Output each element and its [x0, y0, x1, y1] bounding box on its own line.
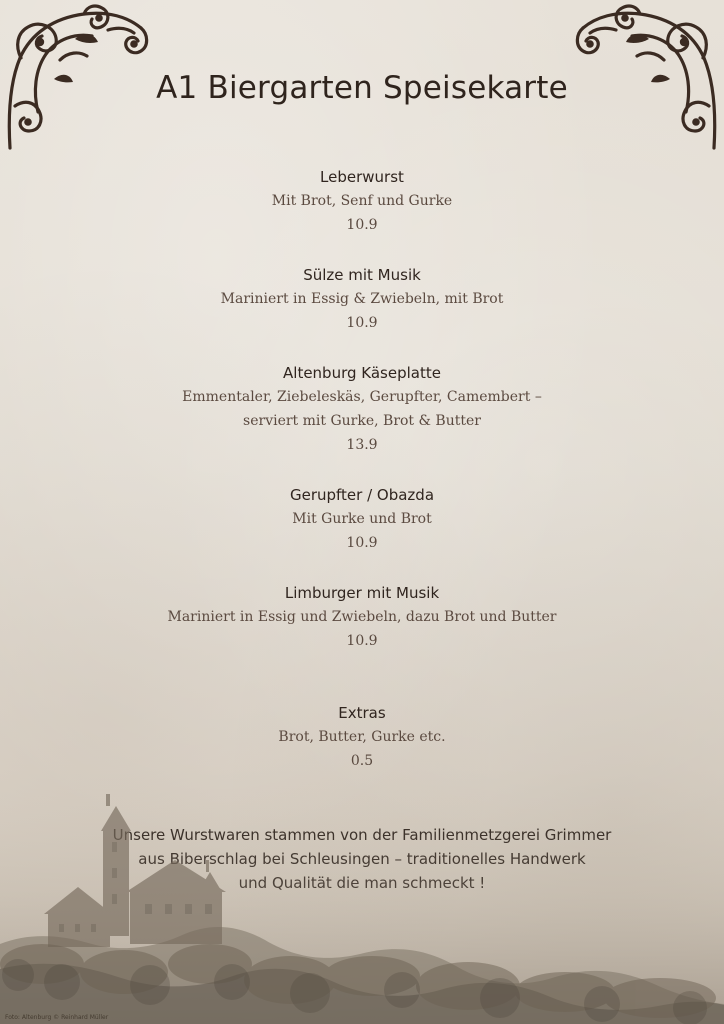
menu-item	[0, 361, 724, 457]
item-price: 10.9	[346, 633, 378, 649]
item-price: 10.9	[346, 535, 378, 551]
item-description: Mit Brot, Senf und Gurke	[271, 193, 453, 209]
item-name: Altenburg Käseplatte	[283, 364, 441, 382]
item-description-line-2: serviert mit Gurke, Brot & Butter	[243, 413, 481, 429]
item-name: Limburger mit Musik	[284, 584, 440, 602]
item-price: 0.5	[350, 753, 374, 769]
item-price: 13.9	[346, 437, 378, 453]
item-description: Mariniert in Essig & Zwiebeln, mit Brot	[220, 291, 504, 307]
item-name: Leberwurst	[320, 168, 404, 186]
item-name: Extras	[338, 704, 386, 722]
item-description: Mit Gurke und Brot	[292, 511, 432, 527]
item-price: 10.9	[346, 217, 378, 233]
menu-item	[0, 263, 724, 335]
menu-item-extras	[0, 701, 724, 773]
menu-item	[0, 165, 724, 237]
item-description: Mariniert in Essig und Zwiebeln, dazu Brot und Butter	[167, 609, 557, 625]
photo-credit: Foto: Altenburg © Reinhard Müller	[5, 1014, 109, 1021]
castle-landscape-illustration	[0, 794, 724, 1024]
item-name: Gerupfter / Obazda	[289, 486, 435, 504]
item-price: 10.9	[346, 315, 378, 331]
item-description: Brot, Butter, Gurke etc.	[278, 729, 446, 745]
item-description-line-1: Emmentaler, Ziebeleskäs, Gerupfter, Camembert –	[182, 389, 542, 405]
menu-items	[0, 165, 724, 773]
menu-item	[0, 581, 724, 653]
menu-item	[0, 483, 724, 555]
item-name: Sülze mit Musik	[303, 266, 421, 284]
menu-title: A1 Biergarten Speisekarte	[156, 70, 568, 106]
